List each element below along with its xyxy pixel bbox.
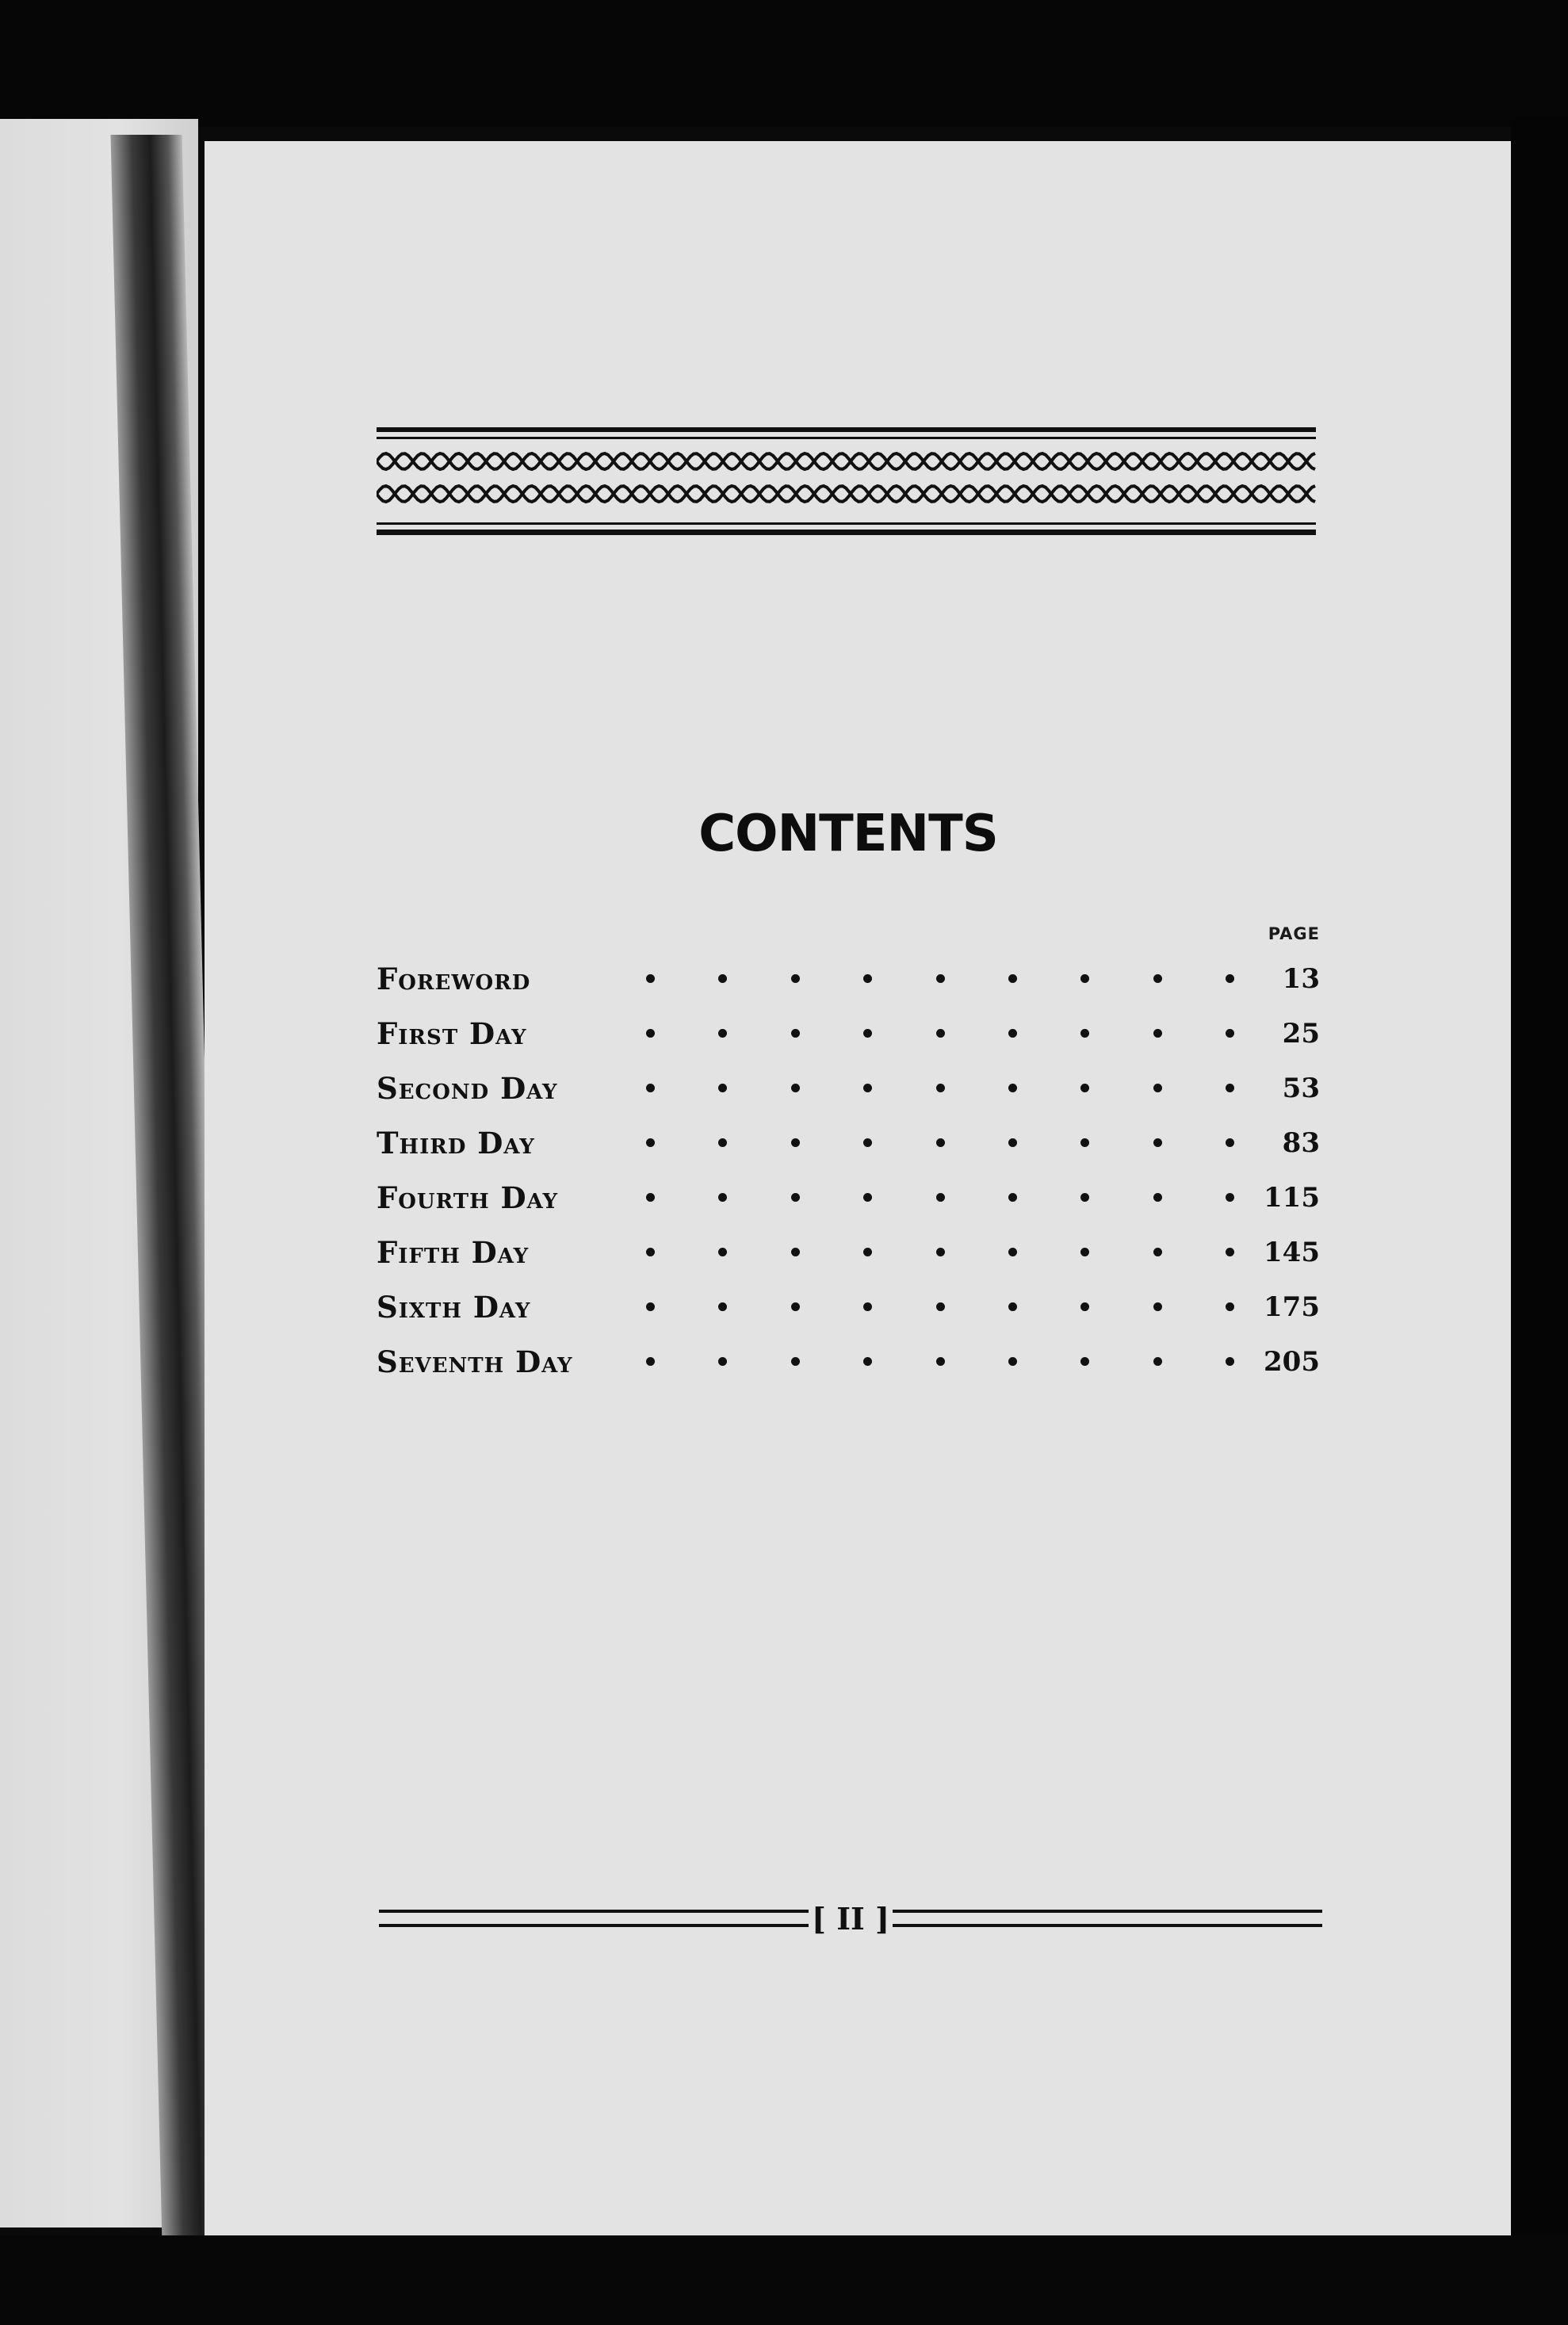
leader-dot <box>863 1029 872 1038</box>
leader-dot <box>936 974 945 983</box>
leader-dot <box>646 1193 655 1202</box>
leader-dot <box>936 1138 945 1147</box>
leader-dot <box>1080 1193 1089 1202</box>
leader-dot <box>1080 1084 1089 1092</box>
leader-dot <box>863 1248 872 1256</box>
toc-entry <box>377 1334 1320 1389</box>
toc-entry-title: Seventh Day <box>377 1344 573 1379</box>
leader-dot <box>1226 974 1234 983</box>
leader-dot <box>646 1302 655 1311</box>
leader-dot <box>936 1248 945 1256</box>
leader-dot <box>1153 1193 1162 1202</box>
leader-dot <box>936 1084 945 1092</box>
dot-leaders <box>646 1357 1256 1366</box>
dot-leaders <box>646 1193 1256 1202</box>
leader-dot <box>863 1357 872 1366</box>
leader-dot <box>1153 1248 1162 1256</box>
leader-dot <box>863 1084 872 1092</box>
leader-dot <box>1008 1138 1017 1147</box>
leader-dot <box>718 1138 727 1147</box>
leader-dot <box>791 1193 800 1202</box>
leader-dot <box>791 1357 800 1366</box>
leader-dot <box>1008 974 1017 983</box>
leader-dot <box>1008 1193 1017 1202</box>
leader-dot <box>646 1029 655 1038</box>
leader-dot <box>791 1138 800 1147</box>
toc-entry <box>377 1061 1320 1115</box>
toc-entry-page-number: 13 <box>1282 962 1320 995</box>
dot-leaders <box>646 1248 1256 1256</box>
toc-entry <box>377 951 1320 1006</box>
page-title: CONTENTS <box>698 805 998 863</box>
scan-border-top <box>0 0 1568 127</box>
leader-dot <box>1153 1357 1162 1366</box>
leader-dot <box>1080 1357 1089 1366</box>
leader-dot <box>718 974 727 983</box>
dot-leaders <box>646 1138 1256 1147</box>
toc-entry-page-number: 25 <box>1282 1017 1320 1050</box>
leader-dot <box>936 1357 945 1366</box>
leader-dot <box>936 1029 945 1038</box>
toc-entry-title: Fourth Day <box>377 1180 559 1215</box>
toc-entry-title: Fifth Day <box>377 1234 530 1270</box>
toc-entry <box>377 1279 1320 1334</box>
leader-dot <box>1153 1084 1162 1092</box>
leader-dot <box>1226 1248 1234 1256</box>
toc-entry-page-number: 115 <box>1264 1181 1320 1214</box>
leader-dot <box>1226 1193 1234 1202</box>
dot-leaders <box>646 1029 1256 1038</box>
dot-leaders <box>646 974 1256 983</box>
leader-dot <box>1153 1302 1162 1311</box>
leader-dot <box>791 974 800 983</box>
toc-entry-title: Second Day <box>377 1070 558 1106</box>
decorative-cable-border <box>377 424 1316 539</box>
leader-dot <box>646 1357 655 1366</box>
leader-dot <box>646 1084 655 1092</box>
leader-dot <box>791 1029 800 1038</box>
leader-dot <box>1153 1138 1162 1147</box>
leader-dot <box>1226 1302 1234 1311</box>
leader-dot <box>1008 1357 1017 1366</box>
leader-dot <box>791 1248 800 1256</box>
toc-entry-page-number: 175 <box>1264 1291 1320 1323</box>
leader-dot <box>646 974 655 983</box>
leader-dot <box>1008 1302 1017 1311</box>
leader-dot <box>863 974 872 983</box>
leader-dot <box>936 1193 945 1202</box>
leader-dot <box>791 1084 800 1092</box>
leader-dot <box>1226 1357 1234 1366</box>
leader-dot <box>863 1193 872 1202</box>
leader-dot <box>718 1357 727 1366</box>
leader-dot <box>863 1138 872 1147</box>
page-folio <box>379 1899 1322 1938</box>
leader-dot <box>1008 1084 1017 1092</box>
leader-dot <box>1080 1302 1089 1311</box>
toc-entry-title: Sixth Day <box>377 1289 531 1325</box>
leader-dot <box>1080 1138 1089 1147</box>
dot-leaders <box>646 1302 1256 1311</box>
scan-border-bottom <box>0 2235 1568 2325</box>
leader-dot <box>791 1302 800 1311</box>
dot-leaders <box>646 1084 1256 1092</box>
leader-dot <box>718 1193 727 1202</box>
leader-dot <box>1226 1084 1234 1092</box>
leader-dot <box>718 1248 727 1256</box>
scan-border-right <box>1511 119 1568 2325</box>
leader-dot <box>936 1302 945 1311</box>
leader-dot <box>1080 1029 1089 1038</box>
leader-dot <box>1226 1029 1234 1038</box>
toc-entry <box>377 1225 1320 1279</box>
leader-dot <box>718 1029 727 1038</box>
leader-dot <box>718 1302 727 1311</box>
leader-dot <box>1153 1029 1162 1038</box>
leader-dot <box>863 1302 872 1311</box>
toc-entry-page-number: 205 <box>1264 1345 1320 1378</box>
toc-entry <box>377 1170 1320 1225</box>
toc-entry-title: Third Day <box>377 1125 535 1161</box>
toc-entry-page-number: 83 <box>1282 1126 1320 1159</box>
leader-dot <box>1080 1248 1089 1256</box>
leader-dot <box>1008 1029 1017 1038</box>
leader-dot <box>1226 1138 1234 1147</box>
folio-rule-right <box>893 1910 1322 1927</box>
toc-entry-title: First Day <box>377 1015 527 1051</box>
toc-entry <box>377 1006 1320 1061</box>
toc-entry <box>377 1115 1320 1170</box>
leader-dot <box>1080 974 1089 983</box>
leader-dot <box>1008 1248 1017 1256</box>
leader-dot <box>1153 974 1162 983</box>
folio-rule-left <box>379 1910 809 1927</box>
folio-number: [ II ] <box>812 1900 889 1937</box>
toc-entry-title: Foreword <box>377 961 531 996</box>
page-column-label: PAGE <box>1268 924 1320 943</box>
leader-dot <box>646 1138 655 1147</box>
table-of-contents <box>377 951 1320 1389</box>
leader-dot <box>718 1084 727 1092</box>
toc-entry-page-number: 53 <box>1282 1072 1320 1104</box>
toc-entry-page-number: 145 <box>1264 1236 1320 1268</box>
leader-dot <box>646 1248 655 1256</box>
